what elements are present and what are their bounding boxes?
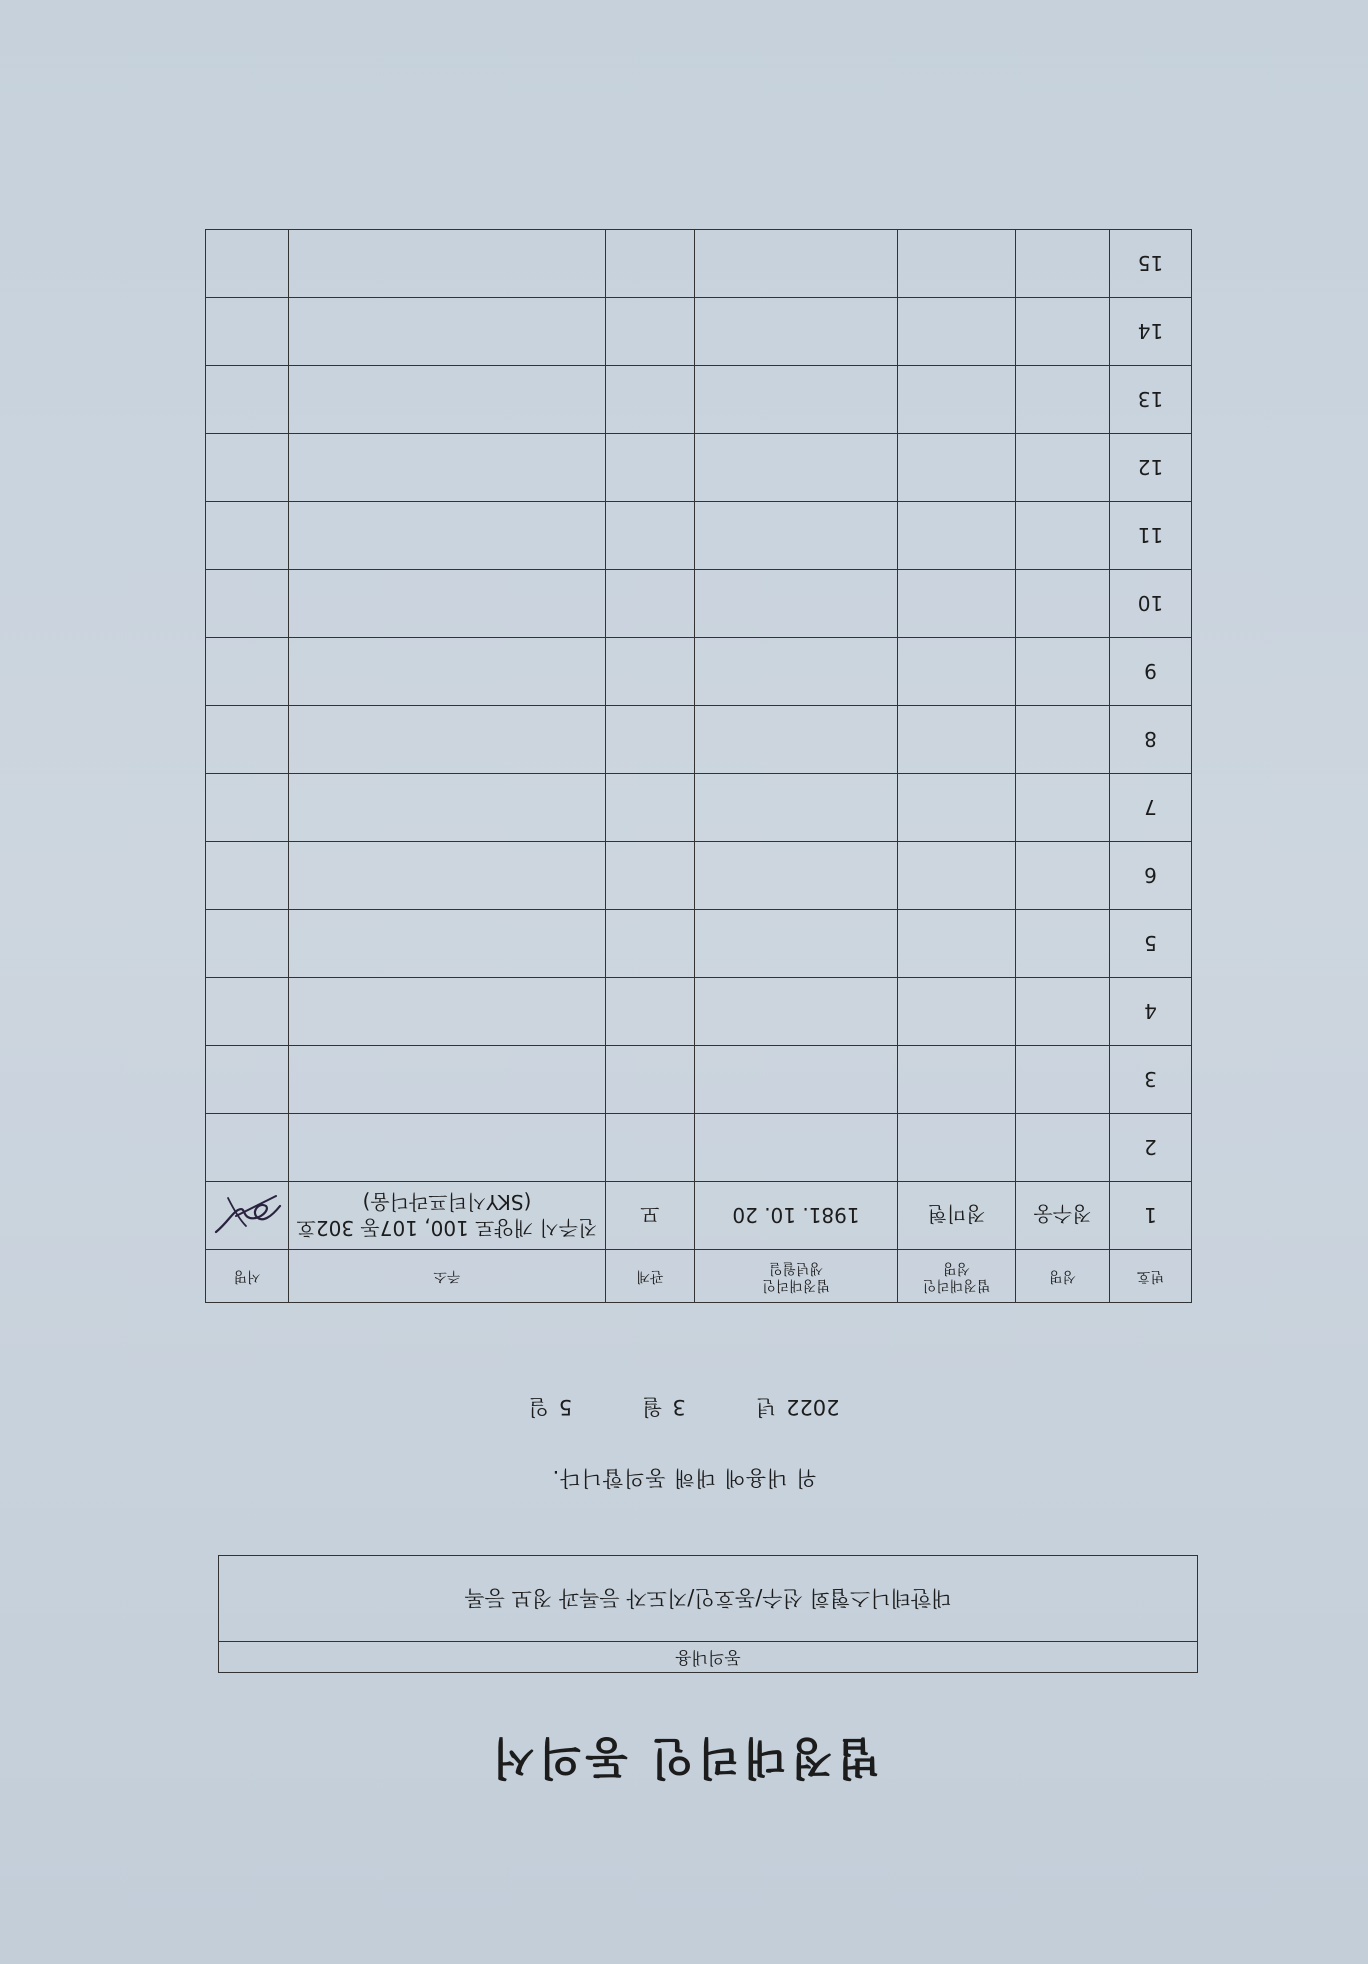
row-number-cell: 5 — [1110, 910, 1192, 978]
row-number-cell: 2 — [1110, 1114, 1192, 1182]
address-cell — [289, 638, 606, 706]
guardian-roster-table — [205, 229, 1192, 1303]
relation-cell — [606, 910, 695, 978]
date-year-unit: 년 — [755, 1395, 777, 1419]
table-row — [206, 502, 1192, 570]
table-row — [206, 366, 1192, 434]
date-day-unit: 일 — [528, 1395, 549, 1419]
relation-cell: 모 — [606, 1182, 695, 1250]
signature-cell — [206, 570, 289, 638]
address-cell — [289, 842, 606, 910]
guardian-name-cell — [898, 230, 1016, 298]
address-cell — [289, 434, 606, 502]
row-number-cell: 3 — [1110, 1046, 1192, 1114]
row-number-cell: 9 — [1110, 638, 1192, 706]
guardian-name-cell — [898, 910, 1016, 978]
header-guardian-birth: 법정대리인 생년월일 — [695, 1250, 898, 1303]
student-name-cell — [1016, 978, 1110, 1046]
relation-cell — [606, 638, 695, 706]
signature-cell — [206, 706, 289, 774]
guardian-birthdate-cell — [695, 230, 898, 298]
guardian-name-cell — [898, 774, 1016, 842]
student-name-cell — [1016, 230, 1110, 298]
guardian-name-cell — [898, 434, 1016, 502]
address-cell — [289, 774, 606, 842]
address-cell — [289, 570, 606, 638]
guardian-birthdate-cell — [695, 366, 898, 434]
guardian-birthdate-cell — [695, 298, 898, 366]
guardian-birthdate-cell — [695, 434, 898, 502]
relation-cell — [606, 298, 695, 366]
date-month: 3 — [672, 1395, 686, 1419]
guardian-birthdate-cell — [695, 638, 898, 706]
relation-cell — [606, 1114, 695, 1182]
header-name: 성명 — [1016, 1250, 1110, 1303]
guardian-birthdate-cell — [695, 706, 898, 774]
address-cell — [289, 230, 606, 298]
guardian-birthdate-cell — [695, 774, 898, 842]
signature-cell — [206, 1114, 289, 1182]
date-year: 2022 — [786, 1395, 840, 1419]
relation-cell — [606, 366, 695, 434]
row-number-cell: 7 — [1110, 774, 1192, 842]
date-line — [0, 1393, 1368, 1423]
address-cell — [289, 366, 606, 434]
header-signature: 서명 — [206, 1250, 289, 1303]
guardian-name-cell: 정미현 — [898, 1182, 1016, 1250]
guardian-name-cell — [898, 638, 1016, 706]
table-row — [206, 774, 1192, 842]
student-name-cell — [1016, 706, 1110, 774]
table-row — [206, 1114, 1192, 1182]
table-row — [206, 842, 1192, 910]
address-cell — [289, 1046, 606, 1114]
table-header-row — [206, 1250, 1192, 1303]
row-number-cell: 4 — [1110, 978, 1192, 1046]
signature-cell — [206, 502, 289, 570]
relation-cell — [606, 502, 695, 570]
guardian-name-cell — [898, 842, 1016, 910]
header-no: 번호 — [1110, 1250, 1192, 1303]
table-row — [206, 638, 1192, 706]
student-name-cell — [1016, 502, 1110, 570]
student-name-cell — [1016, 638, 1110, 706]
header-address: 주소 — [289, 1250, 606, 1303]
row-number-cell: 8 — [1110, 706, 1192, 774]
relation-cell — [606, 978, 695, 1046]
signature-cell — [206, 978, 289, 1046]
relation-cell — [606, 1046, 695, 1114]
handwritten-signature — [208, 1185, 286, 1247]
student-name-cell — [1016, 366, 1110, 434]
guardian-name-cell — [898, 1046, 1016, 1114]
student-name-cell — [1016, 910, 1110, 978]
guardian-birthdate-cell — [695, 502, 898, 570]
guardian-name-cell — [898, 570, 1016, 638]
student-name-cell — [1016, 1046, 1110, 1114]
guardian-name-cell — [898, 1114, 1016, 1182]
guardian-name-cell — [898, 978, 1016, 1046]
table-row — [206, 434, 1192, 502]
signature-cell — [206, 774, 289, 842]
relation-cell — [606, 706, 695, 774]
table-row — [206, 1046, 1192, 1114]
row-number-cell: 12 — [1110, 434, 1192, 502]
address-cell: 진주시 개양로 100, 107동 302호(SKY시티프라디움) — [289, 1182, 606, 1250]
signature-cell — [206, 842, 289, 910]
row-number-cell: 15 — [1110, 230, 1192, 298]
guardian-name-cell — [898, 502, 1016, 570]
table-row — [206, 1182, 1192, 1250]
consent-heading: 동의내용 — [219, 1641, 1197, 1672]
relation-cell — [606, 774, 695, 842]
row-number-cell: 11 — [1110, 502, 1192, 570]
signature-cell — [206, 434, 289, 502]
signature-cell — [206, 366, 289, 434]
student-name-cell — [1016, 570, 1110, 638]
address-cell — [289, 910, 606, 978]
table-row — [206, 706, 1192, 774]
row-number-cell: 10 — [1110, 570, 1192, 638]
guardian-name-cell — [898, 366, 1016, 434]
student-name-cell — [1016, 1114, 1110, 1182]
guardian-name-cell — [898, 706, 1016, 774]
consent-box — [218, 1555, 1198, 1673]
student-name-cell — [1016, 434, 1110, 502]
signature-cell — [206, 1046, 289, 1114]
relation-cell — [606, 842, 695, 910]
student-name-cell: 정수웅 — [1016, 1182, 1110, 1250]
guardian-birthdate-cell — [695, 570, 898, 638]
address-cell — [289, 298, 606, 366]
guardian-birthdate-cell — [695, 910, 898, 978]
row-number-cell: 14 — [1110, 298, 1192, 366]
guardian-birthdate-cell — [695, 842, 898, 910]
guardian-birthdate-cell — [695, 1114, 898, 1182]
row-number-cell: 13 — [1110, 366, 1192, 434]
table-row — [206, 230, 1192, 298]
header-relation: 관계 — [606, 1250, 695, 1303]
relation-cell — [606, 434, 695, 502]
guardian-name-cell — [898, 298, 1016, 366]
signature-cell — [206, 230, 289, 298]
relation-cell — [606, 230, 695, 298]
row-number-cell: 6 — [1110, 842, 1192, 910]
header-guardian-name: 법정대리인 성명 — [898, 1250, 1016, 1303]
student-name-cell — [1016, 774, 1110, 842]
signature-cell — [206, 298, 289, 366]
table-row — [206, 298, 1192, 366]
date-month-unit: 월 — [642, 1395, 663, 1419]
address-cell — [289, 978, 606, 1046]
date-day: 5 — [558, 1395, 573, 1419]
guardian-birthdate-cell — [695, 978, 898, 1046]
agreement-statement: 위 내용에 대해 동의합니다. — [551, 1466, 817, 1490]
consent-text: 대한테니스협회 선수/동호인/지도자 등록과 정보 등록 — [464, 1586, 952, 1610]
relation-cell — [606, 570, 695, 638]
table-row — [206, 910, 1192, 978]
signature-cell — [206, 638, 289, 706]
signature-cell — [206, 1182, 289, 1250]
address-cell — [289, 706, 606, 774]
signature-cell — [206, 910, 289, 978]
address-cell — [289, 502, 606, 570]
student-name-cell — [1016, 842, 1110, 910]
row-number-cell: 1 — [1110, 1182, 1192, 1250]
document-title: 법정대리인 동의서 — [488, 1732, 880, 1783]
student-name-cell — [1016, 298, 1110, 366]
table-row — [206, 570, 1192, 638]
guardian-birthdate-cell: 1981. 10. 20 — [695, 1182, 898, 1250]
table-row — [206, 978, 1192, 1046]
guardian-birthdate-cell — [695, 1046, 898, 1114]
address-cell — [289, 1114, 606, 1182]
